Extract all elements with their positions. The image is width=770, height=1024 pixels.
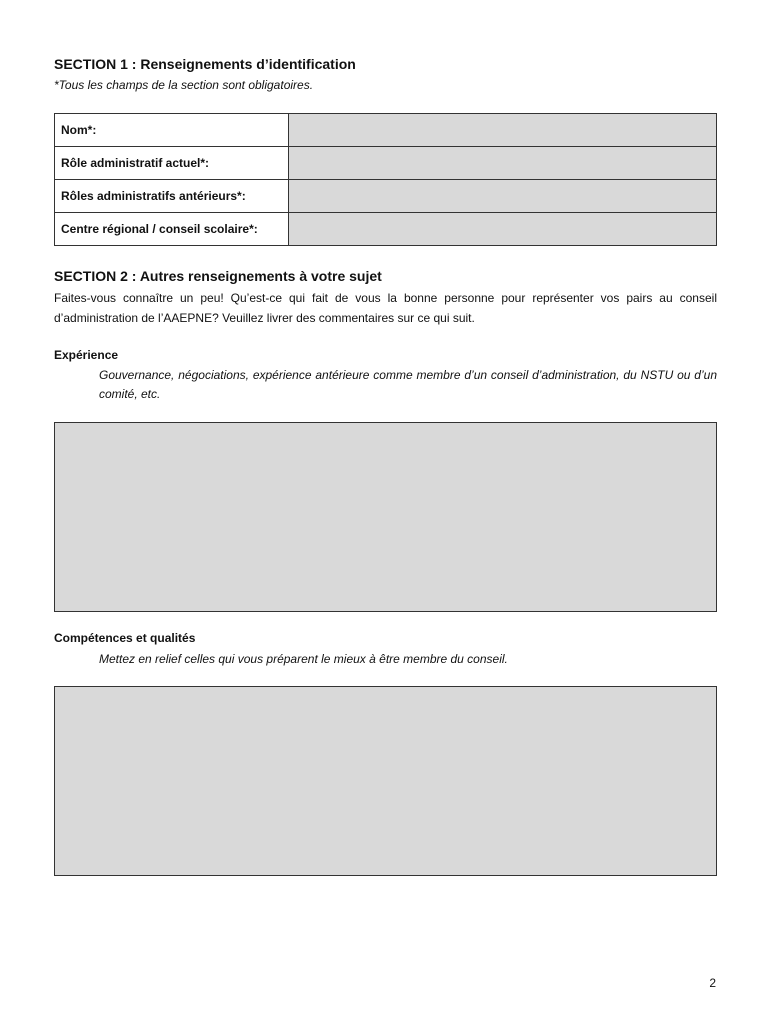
- section-1-title: SECTION 1 : Renseignements d’identification: [54, 56, 356, 72]
- table-row: [55, 180, 717, 213]
- table-row: [55, 114, 717, 147]
- experience-answer-box[interactable]: [54, 422, 717, 612]
- skills-heading: Compétences et qualités: [54, 631, 196, 645]
- current-role-field[interactable]: [289, 147, 717, 180]
- previous-roles-field[interactable]: [289, 180, 717, 213]
- current-role-label: Rôle administratif actuel*:: [55, 147, 289, 180]
- previous-roles-label: Rôles administratifs antérieurs*:: [55, 180, 289, 213]
- skills-description: Mettez en relief celles qui vous préparent le mieux à être membre du conseil.: [99, 652, 508, 666]
- table-row: [55, 147, 717, 180]
- experience-description: Gouvernance, négociations, expérience antérieure comme membre d’un conseil d’administration, du NSTU ou d’un comité, etc.: [99, 368, 717, 401]
- skills-answer-box[interactable]: [54, 686, 717, 876]
- section-2-intro: Faites-vous connaître un peu! Qu’est-ce qui fait de vous la bonne personne pour représenter vos pairs au conseil d’administration de l’AAEPNE? Veuillez livrer des commentaires sur ce qui suit.: [54, 291, 717, 325]
- identification-table: [54, 113, 717, 246]
- regional-centre-label: Centre régional / conseil scolaire*:: [55, 213, 289, 246]
- name-label: Nom*:: [55, 114, 289, 147]
- regional-centre-field[interactable]: [289, 213, 717, 246]
- page-number: 2: [709, 976, 716, 990]
- name-field[interactable]: [289, 114, 717, 147]
- section-2-title: SECTION 2 : Autres renseignements à votre sujet: [54, 268, 382, 284]
- experience-heading: Expérience: [54, 348, 119, 362]
- required-fields-note: *Tous les champs de la section sont obligatoires.: [54, 78, 314, 92]
- table-row: [55, 213, 717, 246]
